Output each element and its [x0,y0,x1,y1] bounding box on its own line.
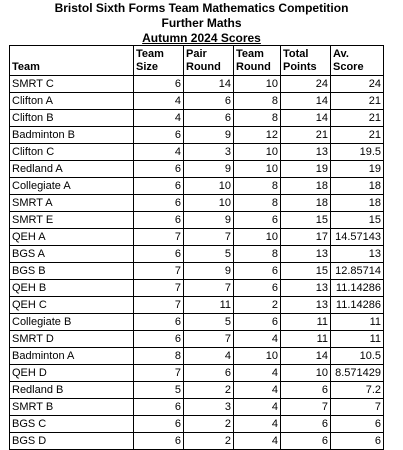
average-score-cell: 21 [331,127,384,144]
team-size-cell: 7 [134,365,184,382]
team-name-cell: Collegiate A [10,178,134,195]
scores-table [9,45,384,450]
team-round-cell: 8 [234,178,281,195]
total-points-cell: 13 [281,297,331,314]
pair-round-cell: 9 [184,161,234,178]
team-name-cell: SMRT D [10,331,134,348]
team-round-cell: 4 [234,399,281,416]
team-round-cell: 10 [234,76,281,93]
team-name-cell: Badminton A [10,348,134,365]
header-average-score-line2: Score [333,61,364,73]
team-size-cell: 4 [134,144,184,161]
pair-round-cell: 3 [184,399,234,416]
header-team-round-line2: Round [236,61,271,73]
average-score-cell: 19.5 [331,144,384,161]
team-name-cell: QEH C [10,297,134,314]
average-score-cell: 21 [331,110,384,127]
average-score-cell: 18 [331,178,384,195]
pair-round-cell: 10 [184,195,234,212]
team-round-cell: 12 [234,127,281,144]
total-points-cell: 24 [281,76,331,93]
total-points-cell: 15 [281,263,331,280]
table-row [10,110,384,127]
team-round-cell: 10 [234,229,281,246]
total-points-cell: 19 [281,161,331,178]
average-score-cell: 18 [331,195,384,212]
average-score-cell: 6 [331,416,384,433]
document-title: Bristol Sixth Forms Team Mathematics Competition [54,1,349,15]
average-score-cell: 14.57143 [331,229,384,246]
pair-round-cell: 5 [184,246,234,263]
pair-round-cell: 3 [184,144,234,161]
team-round-cell: 2 [234,297,281,314]
team-round-cell: 10 [234,161,281,178]
average-score-cell: 24 [331,76,384,93]
table-row [10,93,384,110]
team-size-cell: 6 [134,212,184,229]
team-round-cell: 4 [234,416,281,433]
pair-round-cell: 7 [184,280,234,297]
total-points-cell: 10 [281,365,331,382]
average-score-cell: 7.2 [331,382,384,399]
document-term: Autumn 2024 Scores [142,31,261,45]
team-round-cell: 6 [234,314,281,331]
team-size-cell: 4 [134,93,184,110]
team-name-cell: QEH B [10,280,134,297]
table-row [10,433,384,450]
team-name-cell: SMRT E [10,212,134,229]
pair-round-cell: 5 [184,314,234,331]
table-row [10,76,384,93]
total-points-cell: 14 [281,93,331,110]
team-round-cell: 4 [234,433,281,450]
team-size-cell: 7 [134,297,184,314]
team-round-cell: 6 [234,263,281,280]
average-score-cell: 7 [331,399,384,416]
average-score-cell: 15 [331,212,384,229]
team-name-cell: Redland A [10,161,134,178]
total-points-cell: 13 [281,144,331,161]
table-row [10,331,384,348]
team-size-cell: 6 [134,195,184,212]
header-average-score-line1: Av. [333,48,349,60]
total-points-cell: 7 [281,399,331,416]
table-row [10,416,384,433]
average-score-cell: 11.14286 [331,297,384,314]
team-round-cell: 4 [234,382,281,399]
average-score-cell: 11 [331,314,384,331]
team-name-cell: QEH A [10,229,134,246]
team-round-cell: 10 [234,144,281,161]
table-row [10,382,384,399]
team-size-cell: 6 [134,161,184,178]
team-size-cell: 6 [134,331,184,348]
pair-round-cell: 6 [184,110,234,127]
header-team-label: Team [12,61,40,73]
pair-round-cell: 14 [184,76,234,93]
team-name-cell: BGS A [10,246,134,263]
team-name-cell: BGS C [10,416,134,433]
team-name-cell: BGS B [10,263,134,280]
team-size-cell: 6 [134,433,184,450]
table-body [10,76,384,450]
header-team-size-line2: Size [136,61,159,73]
average-score-cell: 6 [331,433,384,450]
team-size-cell: 4 [134,110,184,127]
table-row [10,144,384,161]
header-pair-round-line1: Pair [186,48,207,60]
team-round-cell: 8 [234,93,281,110]
team-name-cell: BGS D [10,433,134,450]
average-score-cell: 11.14286 [331,280,384,297]
team-round-cell: 10 [234,348,281,365]
pair-round-cell: 9 [184,127,234,144]
team-name-cell: Badminton B [10,127,134,144]
average-score-cell: 12.85714 [331,263,384,280]
team-name-cell: Clifton C [10,144,134,161]
average-score-cell: 21 [331,93,384,110]
pair-round-cell: 11 [184,297,234,314]
header-pair-round-line2: Round [186,61,221,73]
team-name-cell: Clifton B [10,110,134,127]
pair-round-cell: 6 [184,93,234,110]
table-row [10,263,384,280]
team-size-cell: 7 [134,280,184,297]
average-score-cell: 11 [331,331,384,348]
team-size-cell: 6 [134,76,184,93]
team-size-cell: 5 [134,382,184,399]
team-size-cell: 6 [134,127,184,144]
table-row [10,178,384,195]
team-round-cell: 6 [234,280,281,297]
header-pair-round [184,46,234,76]
total-points-cell: 13 [281,246,331,263]
table-row [10,246,384,263]
team-round-cell: 6 [234,212,281,229]
header-team-round-line1: Team [236,48,264,60]
pair-round-cell: 7 [184,331,234,348]
team-size-cell: 6 [134,314,184,331]
total-points-cell: 6 [281,433,331,450]
team-name-cell: QEH D [10,365,134,382]
team-round-cell: 8 [234,110,281,127]
total-points-cell: 18 [281,195,331,212]
team-name-cell: Clifton A [10,93,134,110]
header-total-points-line1: Total [283,48,309,60]
team-name-cell: SMRT B [10,399,134,416]
header-team [10,46,134,76]
total-points-cell: 6 [281,416,331,433]
document-subtitle: Further Maths [161,16,242,30]
team-round-cell: 4 [234,331,281,348]
table-row [10,314,384,331]
pair-round-cell: 9 [184,263,234,280]
average-score-cell: 13 [331,246,384,263]
pair-round-cell: 2 [184,382,234,399]
pair-round-cell: 6 [184,365,234,382]
average-score-cell: 8.571429 [331,365,384,382]
team-size-cell: 6 [134,399,184,416]
team-round-cell: 4 [234,365,281,382]
total-points-cell: 17 [281,229,331,246]
total-points-cell: 21 [281,127,331,144]
team-round-cell: 8 [234,246,281,263]
table-row [10,365,384,382]
total-points-cell: 11 [281,331,331,348]
total-points-cell: 15 [281,212,331,229]
team-size-cell: 6 [134,178,184,195]
average-score-cell: 19 [331,161,384,178]
table-row [10,348,384,365]
header-team-round [234,46,281,76]
pair-round-cell: 9 [184,212,234,229]
pair-round-cell: 2 [184,433,234,450]
table-row [10,229,384,246]
pair-round-cell: 7 [184,229,234,246]
header-total-points-line2: Points [283,61,317,73]
total-points-cell: 6 [281,382,331,399]
table-row [10,399,384,416]
total-points-cell: 14 [281,348,331,365]
table-row [10,297,384,314]
team-size-cell: 7 [134,229,184,246]
team-size-cell: 7 [134,263,184,280]
header-total-points [281,46,331,76]
table-row [10,161,384,178]
header-team-size-line1: Team [136,48,164,60]
header-team-size [134,46,184,76]
pair-round-cell: 4 [184,348,234,365]
team-size-cell: 8 [134,348,184,365]
total-points-cell: 14 [281,110,331,127]
pair-round-cell: 10 [184,178,234,195]
team-name-cell: Redland B [10,382,134,399]
total-points-cell: 18 [281,178,331,195]
header-average-score [331,46,384,76]
team-size-cell: 6 [134,416,184,433]
table-row [10,212,384,229]
table-row [10,127,384,144]
team-name-cell: Collegiate B [10,314,134,331]
team-size-cell: 6 [134,246,184,263]
total-points-cell: 11 [281,314,331,331]
pair-round-cell: 2 [184,416,234,433]
table-row [10,280,384,297]
average-score-cell: 10.5 [331,348,384,365]
total-points-cell: 13 [281,280,331,297]
team-name-cell: SMRT A [10,195,134,212]
header-row [10,46,384,76]
team-round-cell: 8 [234,195,281,212]
team-name-cell: SMRT C [10,76,134,93]
table-row [10,195,384,212]
